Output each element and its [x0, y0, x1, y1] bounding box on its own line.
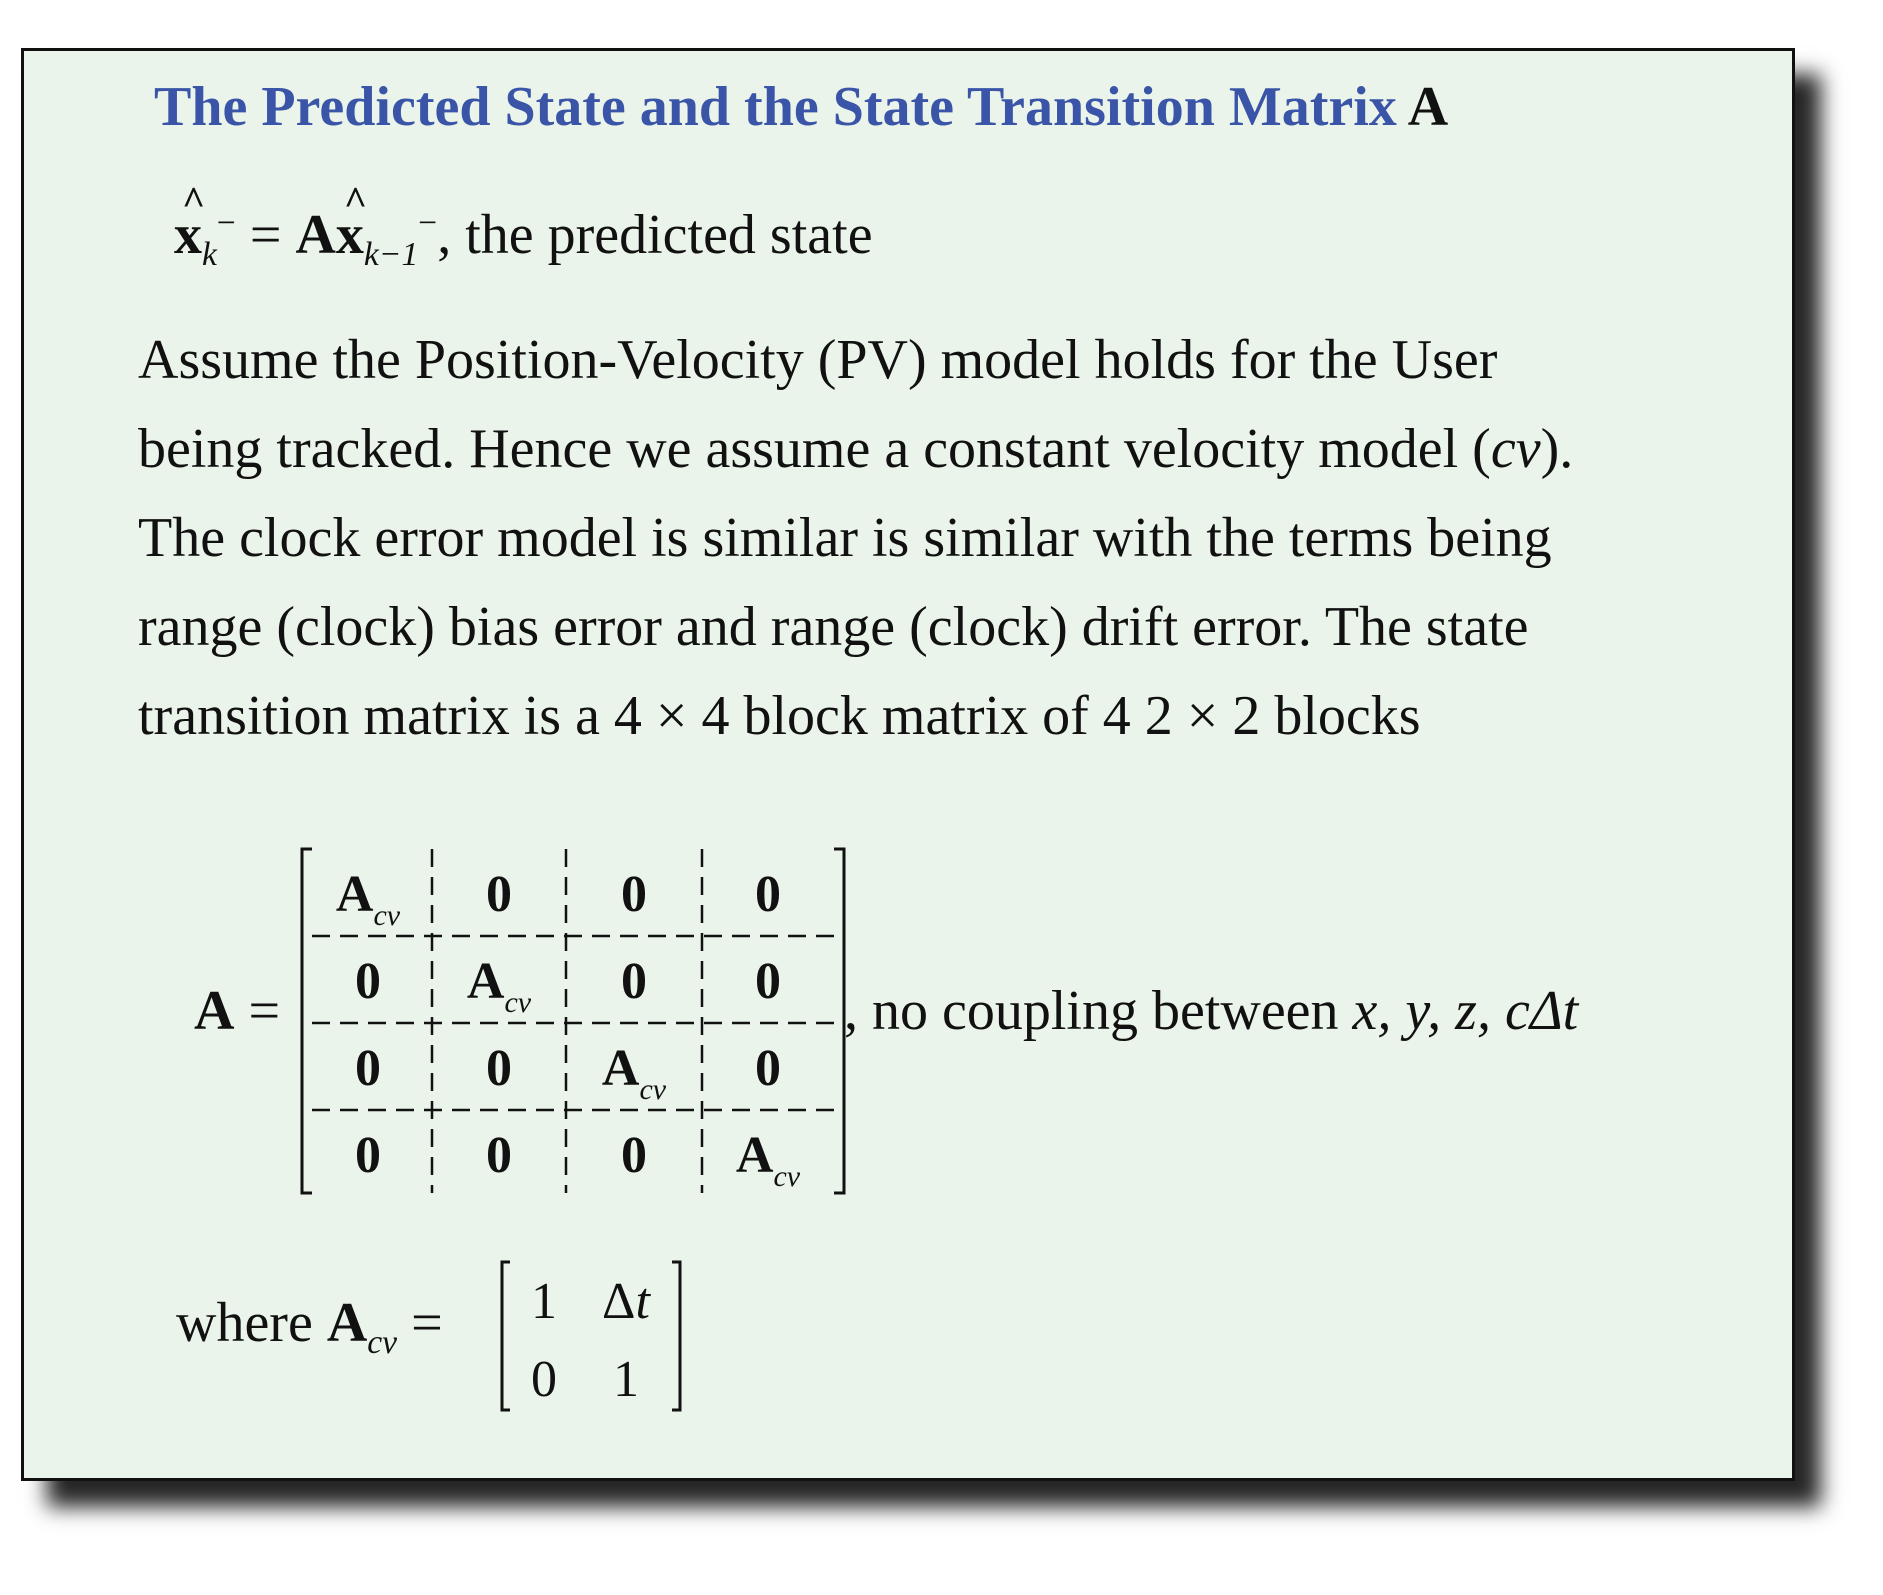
matrix-equals: =: [248, 980, 281, 1042]
lhs-subscript: k: [202, 236, 217, 274]
matrix-cell-zero: 0: [755, 1040, 781, 1097]
left-bracket: [302, 849, 312, 1193]
slide: [21, 48, 1795, 1481]
paragraph-line-1: Assume the Position-Velocity (PV) model holds for the User: [138, 329, 1498, 391]
matrix-cell-zero: 0: [755, 866, 781, 923]
matrix-cell-zero: 0: [621, 953, 647, 1010]
rhs-superscript: −: [418, 204, 438, 242]
matrix-cell-zero: 0: [355, 1127, 381, 1184]
matrix-cell-acv: $A_{cv}$: [335, 866, 401, 932]
paragraph-line-5: transition matrix is a 4 × 4 block matrix of 4 2 × 2 blocks: [138, 685, 1421, 747]
matrix-cell-zero: 0: [621, 1127, 647, 1184]
x-hat-k-1: ^ x: [336, 203, 364, 267]
paragraph-line-2: being tracked. Hence we assume a constant velocity model (cv).: [138, 418, 1574, 480]
predicted-state-caption: , the predicted state: [437, 204, 873, 266]
description-paragraph: [138, 316, 1738, 761]
lhs-superscript: −: [216, 204, 236, 242]
acv-cells: [531, 1273, 652, 1408]
title-text: The Predicted State and the State Transition Matrix: [154, 76, 1397, 138]
acv-cell: 0: [531, 1351, 557, 1408]
block-matrix: [294, 841, 854, 1201]
slide-title: [154, 75, 1448, 139]
acv-matrix: [494, 1256, 694, 1416]
matrix-cell-acv: $A_{cv}$: [601, 1040, 667, 1106]
coupling-text: , no coupling between: [844, 980, 1353, 1042]
acv-symbol: A: [326, 1292, 368, 1354]
matrix-cell-zero: 0: [621, 866, 647, 923]
matrix-cell-zero: 0: [486, 1127, 512, 1184]
matrix-cell-zero: 0: [486, 866, 512, 923]
right-bracket: [834, 849, 844, 1193]
paragraph-line-3: The clock error model is similar is similar with the terms being: [138, 507, 1552, 569]
cv-italic: cv: [1490, 418, 1541, 480]
acv-cell: Δt: [602, 1273, 650, 1330]
matrix-cells: [336, 866, 801, 1193]
block-matrix-lhs: [194, 979, 280, 1043]
matrix-cell-acv: $A_{cv}$: [466, 953, 532, 1019]
paragraph-line-4: range (clock) bias error and range (clock) drift error. The state: [138, 596, 1529, 658]
predicted-state-equation: [174, 203, 873, 274]
matrix-cell-zero: 0: [355, 1040, 381, 1097]
acv-right-bracket: [672, 1262, 680, 1410]
coupling-variables: x, y, z, cΔt: [1352, 980, 1579, 1042]
where-word: where: [176, 1292, 313, 1354]
acv-subscript: cv: [367, 1324, 398, 1362]
matrix-cell-acv: $A_{cv}$: [735, 1127, 801, 1193]
acv-left-bracket: [502, 1262, 510, 1410]
acv-cell: 1: [531, 1273, 557, 1330]
matrix-A-symbol: A: [194, 980, 235, 1042]
title-symbol: A: [1407, 76, 1449, 138]
where-clause: [176, 1291, 443, 1362]
coupling-caption: [844, 979, 1578, 1043]
equals-sign: =: [249, 204, 282, 266]
rhs-subscript: k−1: [363, 236, 419, 274]
matrix-cell-zero: 0: [486, 1040, 512, 1097]
acv-equals: =: [411, 1292, 443, 1354]
matrix-cell-zero: 0: [755, 953, 781, 1010]
matrix-cell-zero: 0: [355, 953, 381, 1010]
acv-cell: 1: [613, 1351, 639, 1408]
rhs-matrix: A: [295, 204, 336, 266]
x-hat-k: ^ x: [174, 203, 202, 267]
